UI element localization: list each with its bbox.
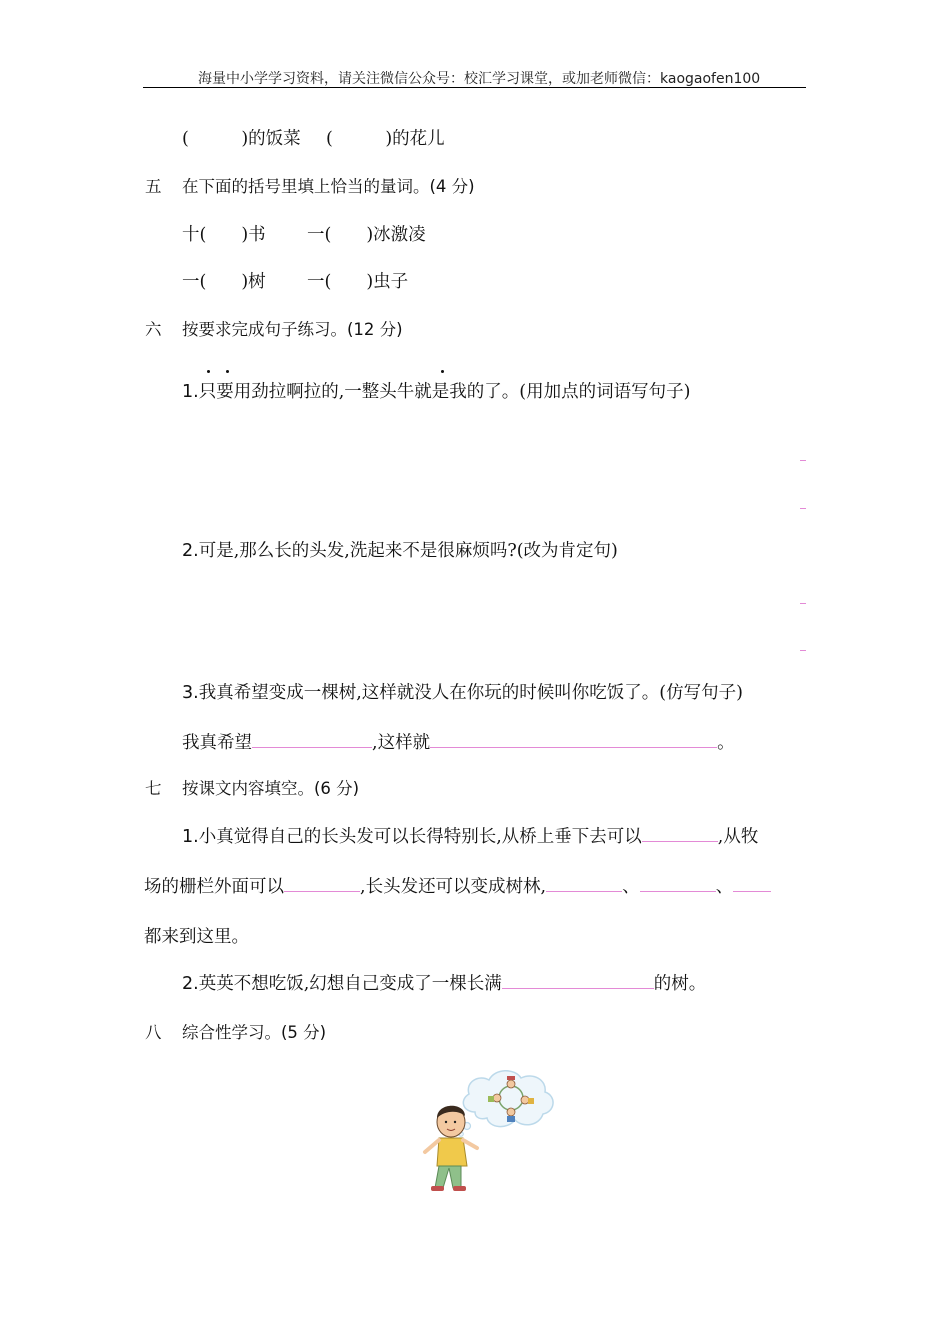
answer-blank[interactable] — [733, 873, 771, 892]
question-7-1-line2 — [144, 873, 771, 898]
question-6-1 — [182, 378, 690, 403]
answer-blank[interactable] — [502, 970, 654, 989]
measure-word-book: 十( )书 — [182, 225, 266, 245]
answer-blank[interactable] — [430, 729, 717, 748]
section-7-number: 七 — [145, 779, 162, 798]
section-5-title: 在下面的括号里填上恰当的量词。(4 分) — [182, 177, 475, 196]
emphasis-dot — [226, 370, 229, 373]
measure-word-bug: 一( )虫子 — [307, 272, 409, 292]
fill-item-dishes: ( )的饭菜 — [182, 129, 301, 149]
answer-blank[interactable] — [252, 729, 372, 748]
answer-line-mark — [800, 603, 806, 604]
fill-prefix: 我真希望 — [182, 733, 252, 753]
question-number: 2. — [182, 541, 199, 561]
emphasis-dot — [207, 370, 210, 373]
section-6-number: 六 — [145, 320, 162, 339]
section-7-title: 按课文内容填空。(6 分) — [182, 779, 360, 798]
question-text: 我真希望变成一棵树,这样就没人在你玩的时候叫你吃饭了。(仿写句子) — [198, 683, 743, 703]
question-number: 1. — [182, 382, 199, 402]
question-number: 3. — [182, 683, 199, 703]
measure-word-icecream: 一( )冰激凌 — [307, 225, 426, 245]
boy-figure — [425, 1106, 477, 1191]
answer-line-mark — [800, 460, 806, 461]
answer-blank[interactable] — [284, 873, 360, 892]
question-text: 的树。 — [653, 974, 707, 994]
imitation-fill-line — [182, 729, 735, 754]
question-text: 英英不想吃饭,幻想自己变成了一棵长满 — [198, 974, 502, 994]
question-number: 2. — [182, 974, 199, 994]
fill-end: 。 — [717, 733, 735, 753]
header-rule — [143, 87, 806, 88]
question-text: 只要用劲拉啊拉的,一整头牛就是我的了。(用加点的词语写句子) — [198, 382, 691, 402]
question-number: 1. — [182, 827, 199, 847]
question-7-1-line1 — [182, 823, 758, 848]
section-8-title: 综合性学习。(5 分) — [182, 1023, 327, 1042]
answer-blank[interactable] — [640, 873, 716, 892]
separator: 、 — [622, 877, 640, 897]
answer-line-mark — [800, 650, 806, 651]
emphasis-dot — [441, 370, 444, 373]
question-6-3 — [182, 679, 743, 704]
separator: 、 — [715, 877, 734, 897]
thought-cloud — [459, 1071, 553, 1137]
fill-item-flowers: ( )的花儿 — [326, 129, 445, 149]
question-text: 场的栅栏外面可以 — [144, 877, 284, 897]
fill-middle: ,这样就 — [372, 733, 431, 753]
question-6-2 — [182, 537, 618, 562]
boy-thinking-illustration — [415, 1062, 575, 1197]
section-5-number: 五 — [145, 177, 162, 196]
page-header: 海量中小学学习资料，请关注微信公众号：校汇学习课堂，或加老师微信：kaogaofen100 — [198, 71, 761, 87]
answer-line-mark — [800, 508, 806, 509]
question-text: 小真觉得自己的长头发可以长得特别长,从桥上垂下去可以 — [198, 827, 642, 847]
question-text: ,从牧 — [717, 827, 759, 847]
question-7-1-line3: 都来到这里。 — [144, 927, 249, 947]
question-7-2 — [182, 970, 706, 995]
section-8-number: 八 — [145, 1023, 162, 1042]
measure-word-tree: 一( )树 — [182, 272, 266, 292]
answer-blank[interactable] — [642, 823, 718, 842]
answer-blank[interactable] — [546, 873, 622, 892]
question-text: ,长头发还可以变成树林, — [360, 877, 547, 897]
section-6-title: 按要求完成句子练习。(12 分) — [182, 320, 403, 339]
question-text: 可是,那么长的头发,洗起来不是很麻烦吗?(改为肯定句) — [198, 541, 618, 561]
